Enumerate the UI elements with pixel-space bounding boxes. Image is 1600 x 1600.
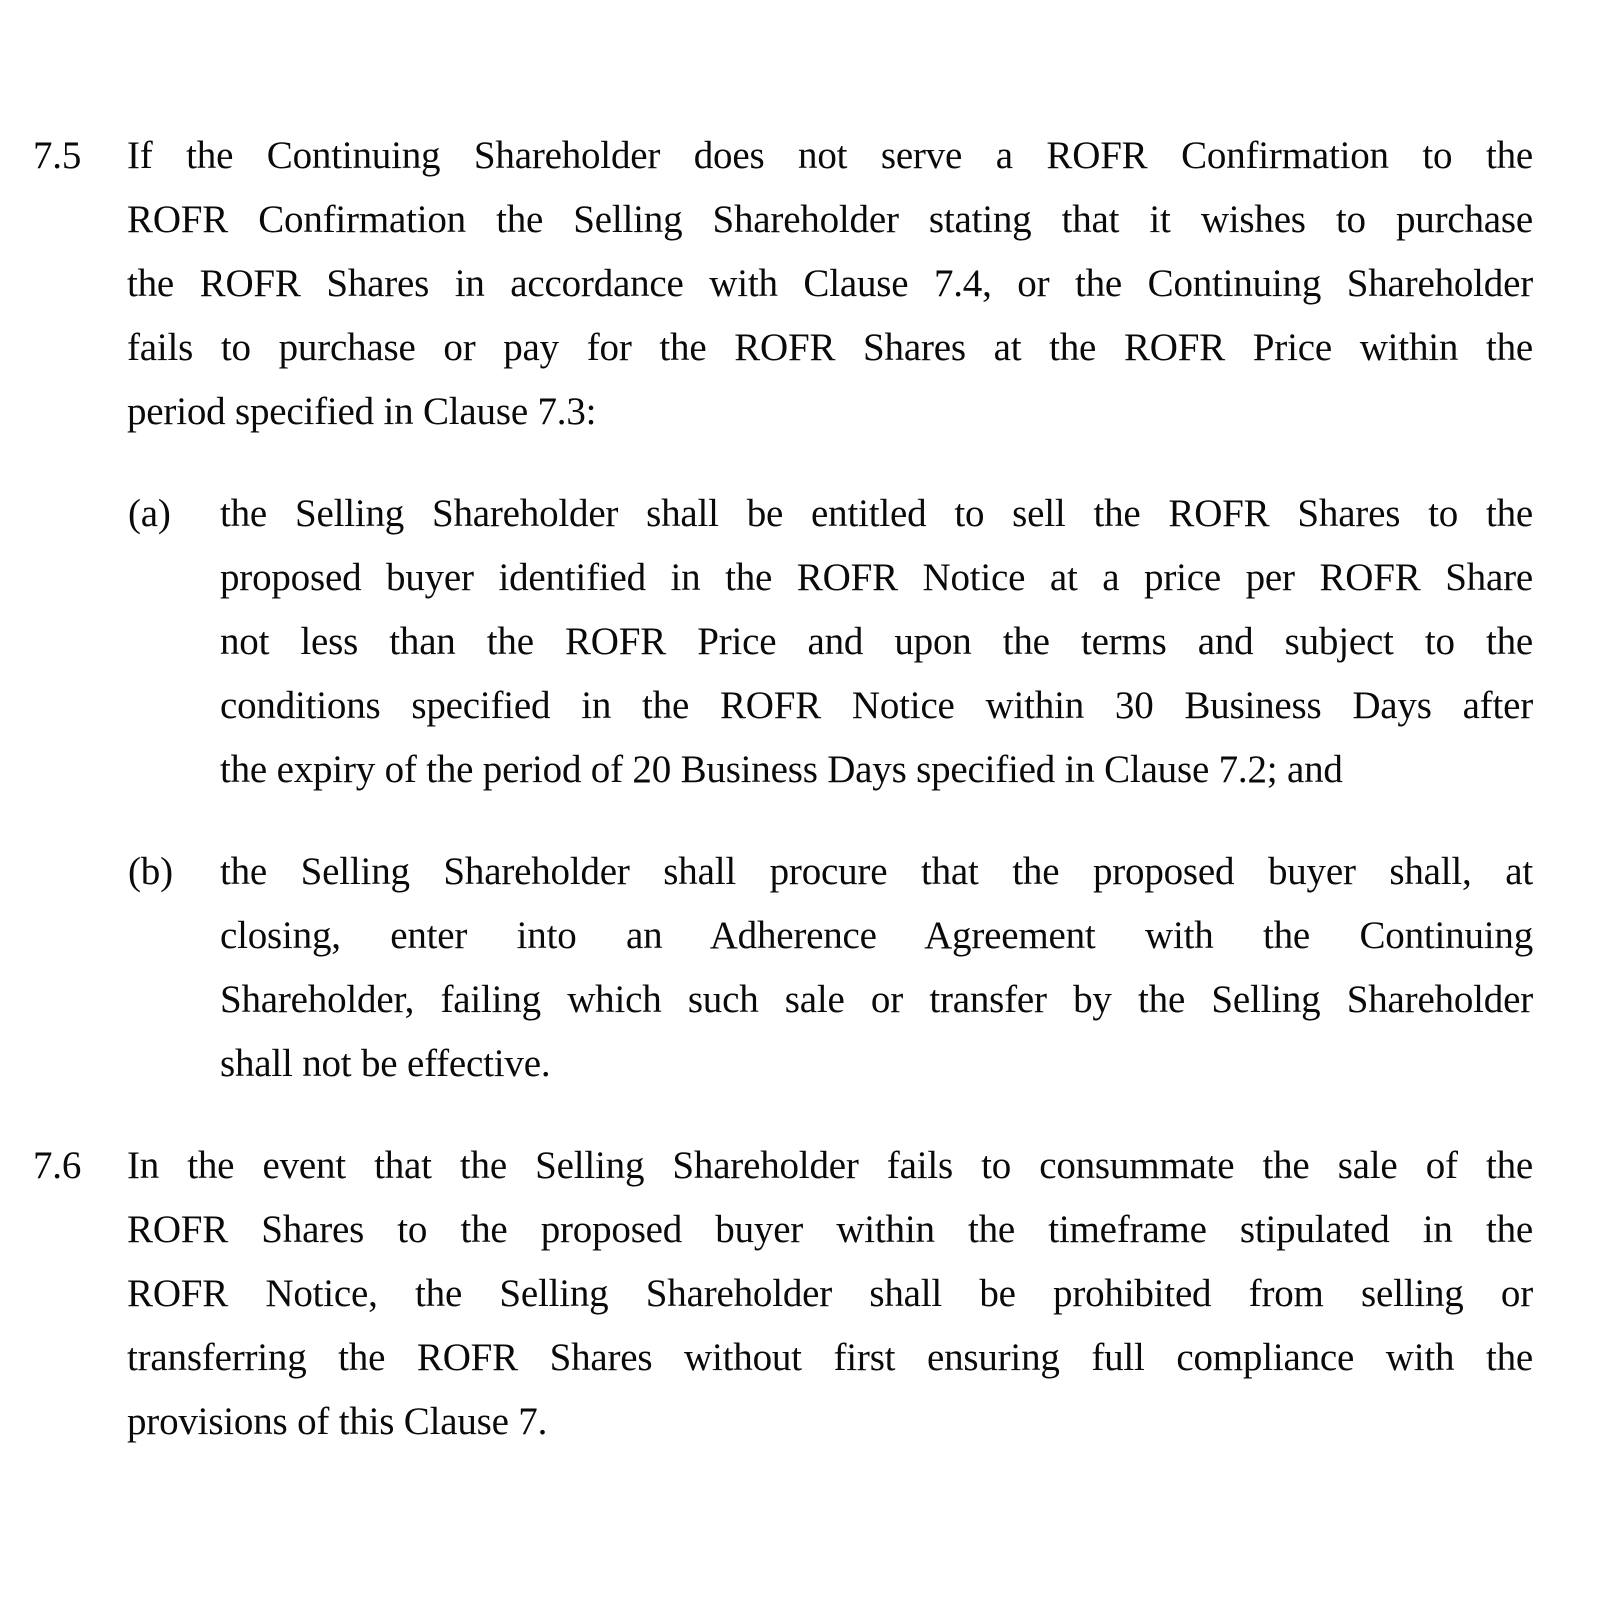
clause-number: 7.5 bbox=[33, 134, 82, 177]
text-line: Shareholder, failing which such sale or transfer by the Selling Shareholder bbox=[220, 978, 1533, 1021]
subitem-label: (b) bbox=[128, 850, 173, 893]
text-line: provisions of this Clause 7. bbox=[127, 1400, 548, 1443]
text-line: shall not be effective. bbox=[220, 1042, 551, 1085]
text-line: ROFR Shares to the proposed buyer within the timeframe stipulated in the bbox=[127, 1208, 1533, 1251]
text-line: conditions specified in the ROFR Notice within 30 Business Days after bbox=[220, 684, 1533, 727]
text-line: closing, enter into an Adherence Agreement with the Continuing bbox=[220, 914, 1533, 957]
clause-row bbox=[33, 124, 1533, 444]
text-line: the expiry of the period of 20 Business Days specified in Clause 7.2; and bbox=[220, 748, 1343, 791]
clause-row bbox=[33, 1134, 1533, 1454]
text-line: proposed buyer identified in the ROFR Notice at a price per ROFR Share bbox=[220, 556, 1533, 599]
clause-text bbox=[127, 124, 1533, 444]
text-line: In the event that the Selling Shareholder fails to consummate the sale of the bbox=[127, 1144, 1533, 1187]
text-line: fails to purchase or pay for the ROFR Shares at the ROFR Price within the bbox=[127, 326, 1533, 369]
clause-text bbox=[127, 1134, 1533, 1454]
text-line: period specified in Clause 7.3: bbox=[127, 390, 597, 433]
subitem-text bbox=[220, 840, 1533, 1096]
clause-7.5 bbox=[33, 124, 1533, 1096]
text-line: ROFR Notice, the Selling Shareholder shall be prohibited from selling or bbox=[127, 1272, 1533, 1315]
text-line: If the Continuing Shareholder does not serve a ROFR Confirmation to the bbox=[127, 134, 1533, 177]
text-line: the Selling Shareholder shall be entitled to sell the ROFR Shares to the bbox=[220, 492, 1533, 535]
text-line: ROFR Confirmation the Selling Shareholder stating that it wishes to purchase bbox=[127, 198, 1533, 241]
text-line: the Selling Shareholder shall procure that the proposed buyer shall, at bbox=[220, 850, 1533, 893]
text-line: the ROFR Shares in accordance with Clause 7.4, or the Continuing Shareholder bbox=[127, 262, 1533, 305]
clause-number: 7.6 bbox=[33, 1144, 82, 1187]
text-line: not less than the ROFR Price and upon the terms and subject to the bbox=[220, 620, 1533, 663]
subitem-label: (a) bbox=[128, 492, 171, 535]
subitem-text bbox=[220, 482, 1533, 802]
clause-7.6 bbox=[33, 1134, 1533, 1454]
subitem-a bbox=[128, 482, 1533, 802]
subitem-b bbox=[128, 840, 1533, 1096]
text-line: transferring the ROFR Shares without first ensuring full compliance with the bbox=[127, 1336, 1533, 1379]
